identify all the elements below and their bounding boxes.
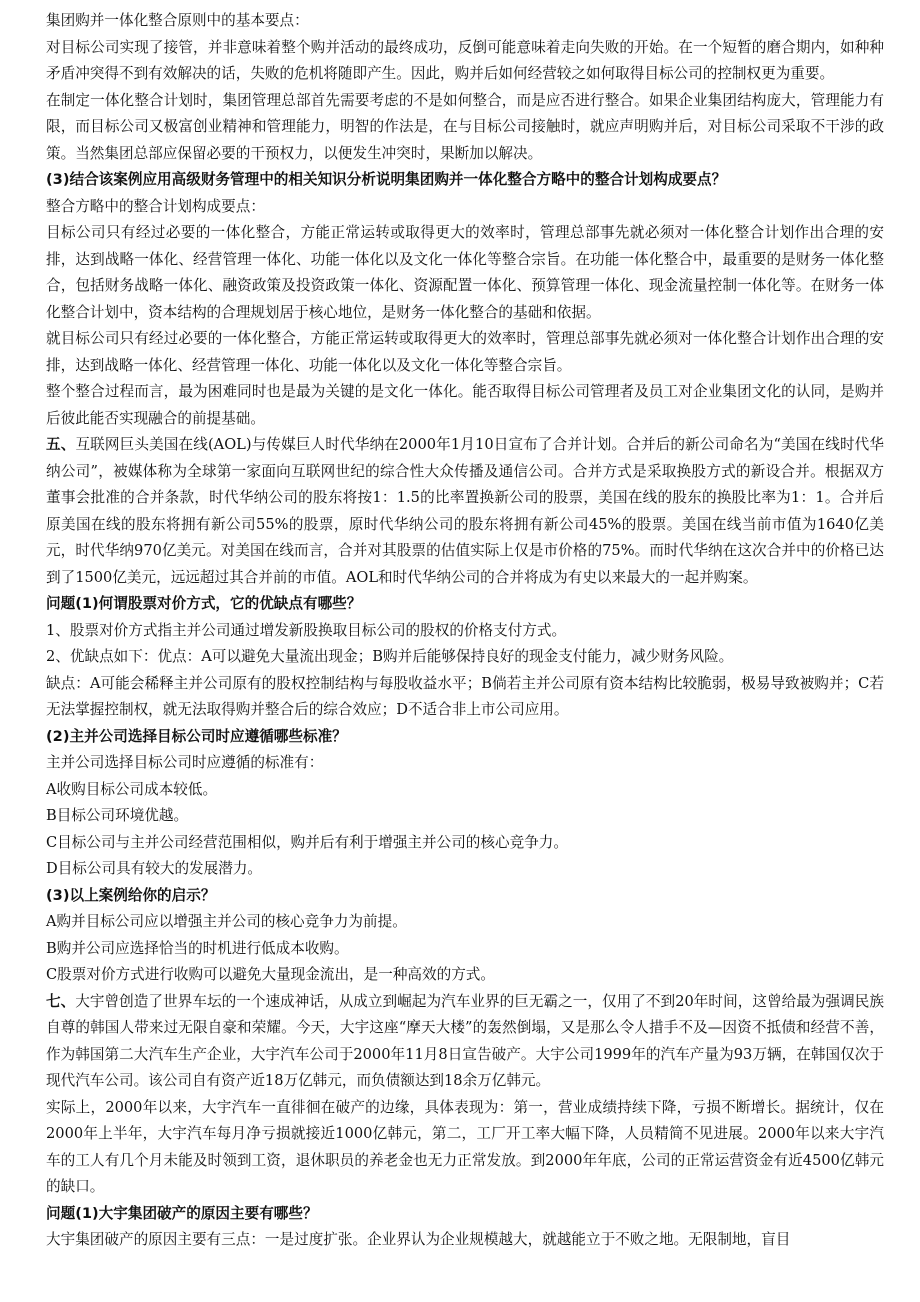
case-text: 大宇曾创造了世界车坛的一个速成神话，从成立到崛起为汽车业界的巨无霸之一，仅用了不到20年时间，这曾给最为强调民族自尊的韩国人带来过无限自豪和荣耀。今天，大宇这座“摩天大楼”的轰然倒塌，又是那么令人措手不及—因资不抵债和经营不善，作为韩国第二大汽车生产企业，大宇汽车公司于2000年11月8日宣告破产。大宇公司1999年的汽车产量为93万辆，在韩国仅次于现代汽车公司。该公司自有资产近18万亿韩元，而负债额达到18余万亿韩元。 bbox=[46, 992, 884, 1089]
paragraph: 实际上，2000年以来，大宇汽车一直徘徊在破产的边缘，具体表现为：第一，营业成绩持续下降，亏损不断增长。据统计，仅在2000年上半年，大宇汽车每月净亏损就接近1000亿韩元，第二，工厂开工率大幅下降，人员精简不见进展。2000年以来大宇汽车的工人有几个月未能及时领到工资，退休职员的养老金也无力正常发放。到2000年年底，公司的正常运营资金有近4500亿韩元的缺口。 bbox=[46, 1098, 884, 1195]
question-heading: (3)结合该案例应用高级财务管理中的相关知识分析说明集团购并一体化整合方略中的整合计划构成要点？ bbox=[46, 171, 727, 188]
paragraph: 集团购并一体化整合原则中的基本要点： bbox=[46, 12, 309, 29]
list-item: A购并目标公司应以增强主并公司的核心竞争力为前提。 bbox=[46, 913, 407, 930]
paragraph: 目标公司只有经过必要的一体化整合，方能正常运转或取得更大的效率时，管理总部事先就必须对一体化整合计划作出合理的安排，达到战略一体化、经营管理一体化、功能一体化以及文化一体化等整合宗旨。在功能一体化整合中，最重要的是财务一体化整合，包括财务战略一体化、融资政策及投资政策一体化、资源配置一体化、预算管理一体化、现金流量控制一体化等。在财务一体化整合计划中，资本结构的合理规划居于核心地位，是财务一体化整合的基础和依据。 bbox=[46, 224, 884, 321]
paragraph: 1、股票对价方式指主并公司通过增发新股换取目标公司的股权的价格支付方式。 bbox=[46, 621, 567, 639]
paragraph: 整合方略中的整合计划构成要点： bbox=[46, 197, 265, 215]
list-item: B购并公司应选择恰当的时机进行低成本收购。 bbox=[46, 939, 349, 957]
case-paragraph bbox=[46, 989, 884, 1095]
question-heading: 问题(1)何谓股票对价方式，它的优缺点有哪些？ bbox=[46, 595, 362, 612]
question-heading: (2)主并公司选择目标公司时应遵循哪些标准？ bbox=[46, 727, 347, 745]
list-item: C目标公司与主并公司经营范围相似，购并后有利于增强主并公司的核心竞争力。 bbox=[46, 833, 568, 851]
list-item: B目标公司环境优越。 bbox=[46, 807, 189, 824]
list-item: A收购目标公司成本较低。 bbox=[46, 780, 218, 798]
question-heading: 问题(1)大宇集团破产的原因主要有哪些？ bbox=[46, 1204, 318, 1222]
paragraph: 2、优缺点如下：优点：A可以避免大量流出现金；B购并后能够保持良好的现金支付能力，减少财务风险。 bbox=[46, 648, 734, 665]
case-number: 五、 bbox=[46, 436, 76, 453]
question-heading: (3)以上案例给你的启示？ bbox=[46, 886, 216, 904]
case-paragraph bbox=[46, 432, 884, 591]
case-text: 互联网巨头美国在线(AOL)与传媒巨人时代华纳在2000年1月10日宣布了合并计划。合并后的新公司命名为“美国在线时代华纳公司”，被媒体称为全球第一家面向互联网世纪的综合性大众传播及通信公司。合并方式是采取换股方式的新设合并。根据双方董事会批准的合并条款，时代华纳公司的股东将按1：1.5的比率置换新公司的股票，美国在线的股东的换股比率为1：1。合并后原美国在线的股东将拥有新公司55%的股票，原时代华纳公司的股东将拥有新公司45%的股票。美国在线当前市值为1640亿美元，时代华纳970亿美元。对美国在线而言，合并对其股票的估值实际上仅是市价格的75%。而时代华纳在这次合并中的价格已达到了1500亿美元，远远超过其合并前的市值。AOL和时代华纳公司的合并将成为有史以来最大的一起并购案。 bbox=[46, 436, 884, 586]
paragraph: 就目标公司只有经过必要的一体化整合，方能正常运转或取得更大的效率时，管理总部事先就必须对一体化整合计划作出合理的安排，达到战略一体化、经营管理一体化、功能一体化以及文化一体化等整合宗旨。 bbox=[46, 330, 884, 374]
document-page bbox=[46, 8, 884, 1254]
paragraph: 在制定一体化整合计划时，集团管理总部首先需要考虑的不是如何整合，而是应否进行整合。如果企业集团结构庞大，管理能力有限，而目标公司又极富创业精神和管理能力，明智的作法是，在与目标公司接触时，就应声明购并后，对目标公司采取不干涉的政策。当然集团总部应保留必要的干预权力，以便发生冲突时，果断加以解决。 bbox=[46, 91, 884, 162]
list-item: D目标公司具有较大的发展潜力。 bbox=[46, 860, 263, 877]
list-item: C股票对价方式进行收购可以避免大量现金流出，是一种高效的方式。 bbox=[46, 966, 495, 983]
case-number: 七、 bbox=[46, 992, 76, 1010]
paragraph: 对目标公司实现了接管，并非意味着整个购并活动的最终成功，反倒可能意味着走向失败的开始。在一个短暂的磨合期内，如种种矛盾冲突得不到有效解决的话，失败的危机将随即产生。因此，购并后如何经营较之如何取得目标公司的控制权更为重要。 bbox=[46, 38, 884, 82]
paragraph: 主并公司选择目标公司时应遵循的标准有： bbox=[46, 754, 324, 771]
paragraph: 整个整合过程而言，最为困难同时也是最为关键的是文化一体化。能否取得目标公司管理者及员工对企业集团文化的认同，是购并后彼此能否实现融合的前提基础。 bbox=[46, 383, 884, 427]
paragraph: 大宇集团破产的原因主要有三点：一是过度扩张。企业界认为企业规模越大，就越能立于不败之地。无限制地，盲目 bbox=[46, 1231, 791, 1248]
paragraph: 缺点：A可能会稀释主并公司原有的股权控制结构与每股收益水平；B倘若主并公司原有资本结构比较脆弱，极易导致被购并；C若无法掌握控制权，就无法取得购并整合后的综合效应；D不适合非上市公司应用。 bbox=[46, 674, 884, 718]
